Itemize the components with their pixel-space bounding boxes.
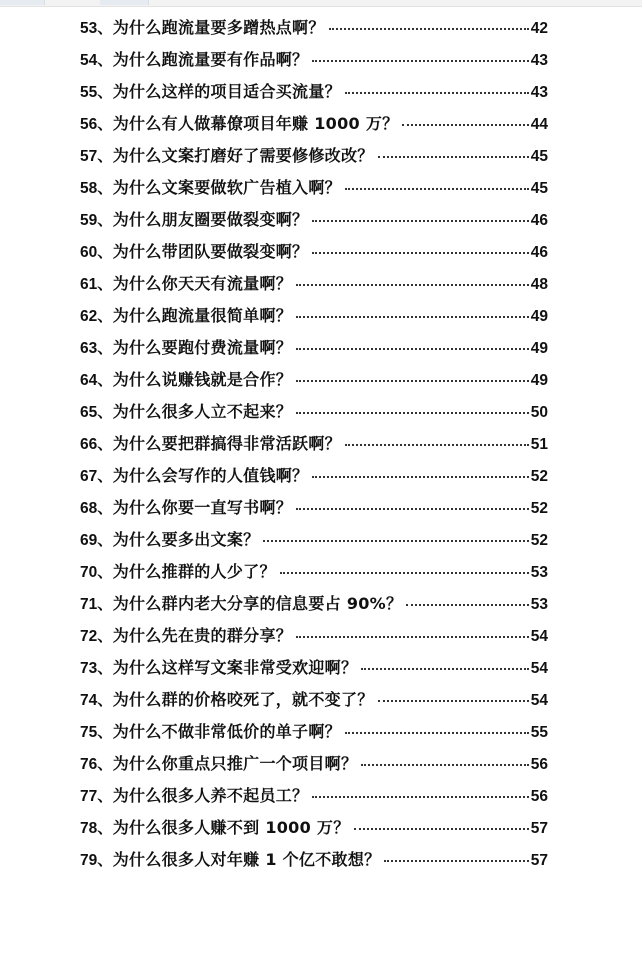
toc-dot-leader (263, 539, 528, 542)
toc-entry-title: 为什么说赚钱就是合作？ (112, 370, 293, 389)
toc-entry[interactable] (80, 332, 548, 364)
toc-entry-title: 为什么跑流量要多蹭热点啊？ (112, 18, 325, 37)
table-of-contents (80, 12, 548, 876)
toc-entry-page-number: 46 (530, 244, 548, 261)
toc-entry-number: 58、 (80, 180, 113, 197)
toc-entry[interactable] (80, 396, 548, 428)
toc-entry-page-number: 57 (530, 820, 548, 837)
toc-dot-leader (345, 731, 529, 734)
toc-entry-number: 79、 (80, 852, 113, 869)
toc-entry[interactable] (80, 556, 548, 588)
toc-entry-title: 为什么群的价格咬死了，就不变了？ (112, 690, 374, 709)
toc-entry-number: 67、 (80, 468, 113, 485)
toc-dot-leader (296, 507, 529, 510)
toc-entry-title: 为什么这样的项目适合买流量？ (112, 82, 341, 101)
toc-entry-title: 为什么会写作的人值钱啊？ (112, 466, 309, 485)
toc-entry-title: 为什么跑流量很简单啊？ (112, 306, 293, 325)
toc-dot-leader (402, 123, 528, 126)
toc-entry-page-number: 50 (530, 404, 548, 421)
toc-entry-title: 为什么文案要做软广告植入啊？ (112, 178, 341, 197)
toc-dot-leader (312, 795, 528, 798)
toc-entry-page-number: 43 (530, 84, 548, 101)
toc-entry[interactable] (80, 652, 548, 684)
toc-entry[interactable] (80, 460, 548, 492)
toc-entry-number: 71、 (80, 596, 113, 613)
toc-entry-title: 为什么朋友圈要做裂变啊？ (112, 210, 309, 229)
toc-entry-page-number: 54 (530, 660, 548, 677)
toc-entry[interactable] (80, 44, 548, 76)
toc-dot-leader (354, 827, 529, 830)
toc-entry[interactable] (80, 140, 548, 172)
toc-entry-title: 为什么文案打磨好了需要修修改改？ (112, 146, 374, 165)
toc-entry-page-number: 48 (530, 276, 548, 293)
toc-entry-page-number: 54 (530, 692, 548, 709)
toc-entry-title: 为什么要多出文案？ (112, 530, 260, 549)
toc-entry-number: 55、 (80, 84, 113, 101)
toc-entry-page-number: 54 (530, 628, 548, 645)
toc-entry-page-number: 42 (530, 20, 548, 37)
tab-strip-segment (100, 0, 149, 5)
toc-dot-leader (312, 59, 528, 62)
toc-entry-title: 为什么有人做幕僚项目年赚 1000 万？ (112, 114, 399, 133)
toc-entry-page-number: 53 (530, 564, 548, 581)
toc-entry-title: 为什么很多人赚不到 1000 万？ (112, 818, 350, 837)
toc-entry-title: 为什么带团队要做裂变啊？ (112, 242, 309, 261)
toc-entry-number: 68、 (80, 500, 113, 517)
toc-entry-number: 59、 (80, 212, 113, 229)
toc-dot-leader (406, 603, 528, 606)
toc-entry-number: 76、 (80, 756, 113, 773)
toc-dot-leader (345, 91, 529, 94)
toc-dot-leader (361, 667, 528, 670)
toc-entry-page-number: 57 (530, 852, 548, 869)
toc-entry-number: 65、 (80, 404, 113, 421)
window-top-strip (0, 0, 642, 7)
toc-entry-title: 为什么很多人对年赚 1 个亿不敢想？ (112, 850, 381, 869)
toc-entry-number: 66、 (80, 436, 113, 453)
toc-entry-page-number: 46 (530, 212, 548, 229)
toc-dot-leader (345, 187, 529, 190)
toc-entry[interactable] (80, 844, 548, 876)
toc-dot-leader (312, 475, 528, 478)
toc-entry-number: 63、 (80, 340, 113, 357)
toc-entry-page-number: 45 (530, 148, 548, 165)
toc-entry-page-number: 52 (530, 532, 548, 549)
toc-entry-title: 为什么要跑付费流量啊？ (112, 338, 293, 357)
toc-entry-number: 74、 (80, 692, 113, 709)
toc-entry-page-number: 51 (530, 436, 548, 453)
toc-entry-page-number: 52 (530, 468, 548, 485)
toc-dot-leader (378, 155, 529, 158)
toc-entry-page-number: 56 (530, 756, 548, 773)
toc-entry-number: 57、 (80, 148, 113, 165)
toc-entry[interactable] (80, 748, 548, 780)
toc-entry-number: 60、 (80, 244, 113, 261)
toc-dot-leader (312, 251, 528, 254)
toc-entry-title: 为什么很多人养不起员工？ (112, 786, 309, 805)
toc-dot-leader (378, 699, 529, 702)
toc-entry-title: 为什么群内老大分享的信息要占 90%？ (112, 594, 403, 613)
toc-entry[interactable] (80, 12, 548, 44)
toc-entry-page-number: 53 (530, 596, 548, 613)
toc-entry[interactable] (80, 76, 548, 108)
toc-entry-page-number: 44 (530, 116, 548, 133)
toc-entry[interactable] (80, 268, 548, 300)
toc-entry[interactable] (80, 620, 548, 652)
toc-entry-number: 78、 (80, 820, 113, 837)
toc-dot-leader (296, 411, 529, 414)
toc-entry-page-number: 45 (530, 180, 548, 197)
toc-entry-title: 为什么这样写文案非常受欢迎啊？ (112, 658, 358, 677)
toc-entry-number: 69、 (80, 532, 113, 549)
toc-entry-title: 为什么推群的人少了？ (112, 562, 276, 581)
toc-entry-page-number: 52 (530, 500, 548, 517)
toc-entry[interactable] (80, 300, 548, 332)
toc-entry[interactable] (80, 492, 548, 524)
toc-entry-number: 77、 (80, 788, 113, 805)
toc-entry-number: 54、 (80, 52, 113, 69)
toc-entry-title: 为什么先在贵的群分享？ (112, 626, 293, 645)
toc-dot-leader (296, 635, 529, 638)
toc-dot-leader (312, 219, 528, 222)
toc-dot-leader (384, 859, 528, 862)
toc-entry[interactable] (80, 780, 548, 812)
toc-entry[interactable] (80, 108, 548, 140)
toc-entry[interactable] (80, 428, 548, 460)
toc-dot-leader (296, 347, 529, 350)
toc-entry-page-number: 55 (530, 724, 548, 741)
toc-entry-title: 为什么很多人立不起来？ (112, 402, 293, 421)
toc-entry[interactable] (80, 716, 548, 748)
toc-entry-number: 53、 (80, 20, 113, 37)
toc-dot-leader (329, 27, 529, 30)
toc-entry-title: 为什么你重点只推广一个项目啊？ (112, 754, 358, 773)
toc-entry-number: 72、 (80, 628, 113, 645)
toc-entry-title: 为什么跑流量要有作品啊？ (112, 50, 309, 69)
toc-dot-leader (296, 283, 529, 286)
toc-entry-number: 56、 (80, 116, 113, 133)
toc-entry-number: 75、 (80, 724, 113, 741)
toc-dot-leader (280, 571, 529, 574)
toc-entry[interactable] (80, 812, 548, 844)
toc-entry[interactable] (80, 684, 548, 716)
toc-entry[interactable] (80, 364, 548, 396)
toc-entry[interactable] (80, 236, 548, 268)
toc-entry[interactable] (80, 588, 548, 620)
toc-entry-title: 为什么你要一直写书啊？ (112, 498, 293, 517)
toc-entry[interactable] (80, 172, 548, 204)
toc-entry-title: 为什么不做非常低价的单子啊？ (112, 722, 341, 741)
toc-entry[interactable] (80, 204, 548, 236)
toc-entry-title: 为什么你天天有流量啊？ (112, 274, 293, 293)
toc-entry-page-number: 49 (530, 372, 548, 389)
toc-entry-page-number: 43 (530, 52, 548, 69)
toc-dot-leader (361, 763, 528, 766)
toc-entry-number: 64、 (80, 372, 113, 389)
toc-entry-page-number: 49 (530, 308, 548, 325)
toc-entry[interactable] (80, 524, 548, 556)
toc-entry-title: 为什么要把群搞得非常活跃啊？ (112, 434, 341, 453)
toc-dot-leader (296, 379, 529, 382)
toc-entry-number: 70、 (80, 564, 113, 581)
toc-entry-page-number: 56 (530, 788, 548, 805)
toc-dot-leader (345, 443, 529, 446)
toc-entry-number: 61、 (80, 276, 113, 293)
toc-entry-number: 73、 (80, 660, 113, 677)
toc-entry-number: 62、 (80, 308, 113, 325)
toc-dot-leader (296, 315, 529, 318)
tab-strip-segment (0, 0, 45, 5)
toc-entry-page-number: 49 (530, 340, 548, 357)
